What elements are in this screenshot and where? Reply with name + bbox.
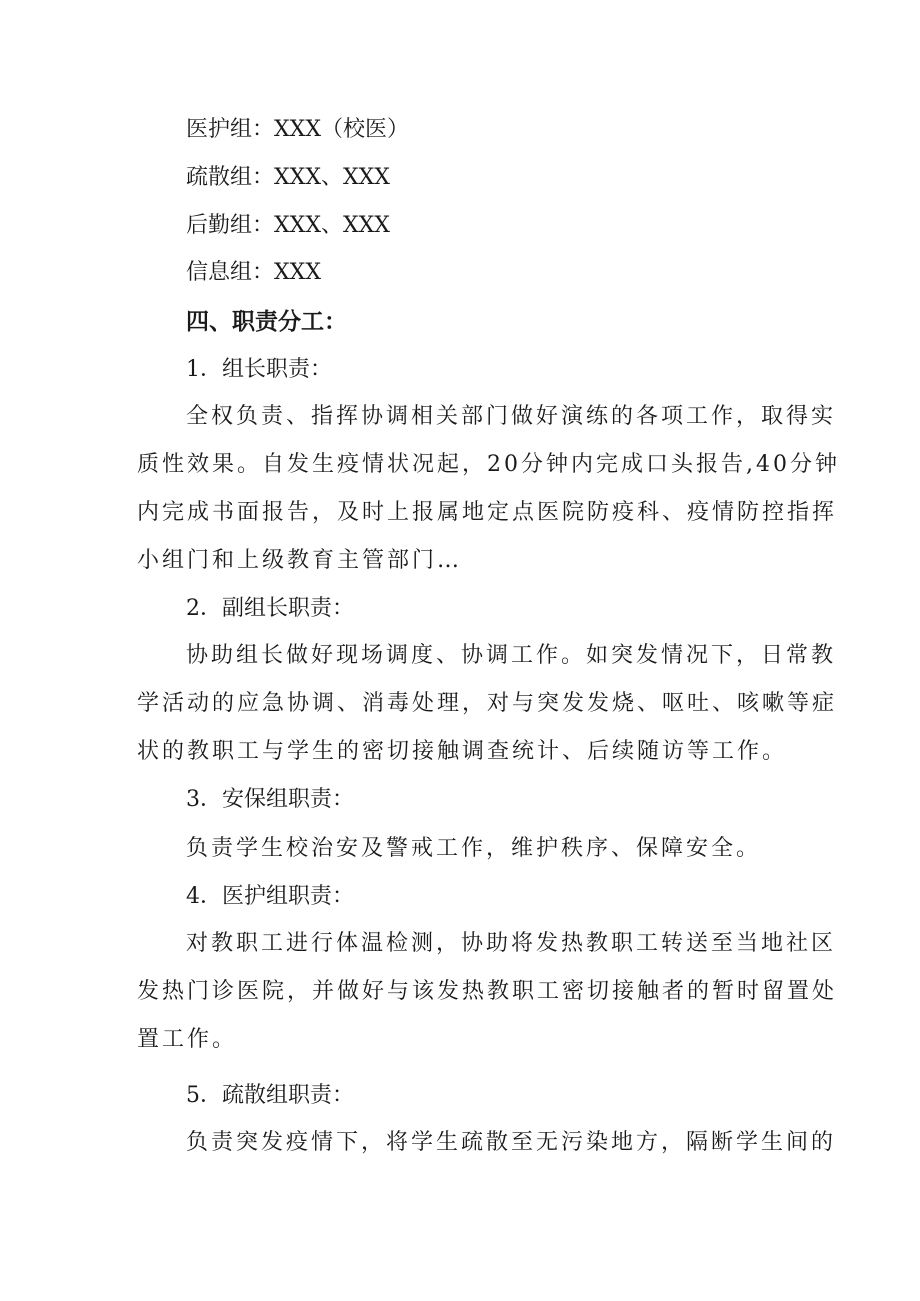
- duty-body-line: 负责突发疫情下，将学生疏散至无污染地方，隔断学生间的: [186, 1130, 837, 1155]
- duty-body-line: 内完成书面报告，及时上报属地定点医院防疫科、疫情防控指挥: [137, 500, 838, 525]
- duty-body-line: 质性效果。自发生疫情状况起，20分钟内完成口头报告,40分钟: [137, 452, 840, 477]
- duty-body-line: 学活动的应急协调、消毒处理，对与突发发烧、呕吐、咳嗽等症: [137, 691, 838, 716]
- group-information: 信息组：XXX: [186, 260, 321, 285]
- duty-body-line: 负责学生校治安及警戒工作，维护秩序、保障安全。: [186, 836, 762, 861]
- group-medical: 医护组：XXX（校医）: [186, 117, 409, 142]
- duty-title-leader: 1．组长职责：: [186, 357, 332, 382]
- duty-body-line: 发热门诊医院，并做好与该发热教职工密切接触者的暂时留置处: [137, 979, 838, 1004]
- section-heading: 四、职责分工：: [186, 308, 347, 335]
- duty-body-line: 协助组长做好现场调度、协调工作。如突发情况下，日常教: [186, 643, 837, 668]
- duty-body-line: 状的教职工与学生的密切接触调查统计、后续随访等工作。: [137, 739, 788, 764]
- duty-title-evacuation: 5．疏散组职责：: [186, 1083, 354, 1108]
- group-logistics: 后勤组：XXX、XXX: [186, 213, 390, 238]
- duty-body-line: 对教职工进行体温检测，协助将发热教职工转送至当地社区: [186, 931, 837, 956]
- duty-body-line: 置工作。: [137, 1027, 238, 1052]
- duty-title-security: 3．安保组职责：: [186, 787, 354, 812]
- duty-body-line: 小组门和上级教育主管部门…: [137, 548, 463, 573]
- duty-title-medical: 4．医护组职责：: [186, 884, 354, 909]
- duty-body-line: 全权负责、指挥协调相关部门做好演练的各项工作，取得实: [186, 404, 837, 429]
- duty-title-deputy: 2．副组长职责：: [186, 596, 354, 621]
- group-evacuation: 疏散组：XXX、XXX: [186, 165, 390, 190]
